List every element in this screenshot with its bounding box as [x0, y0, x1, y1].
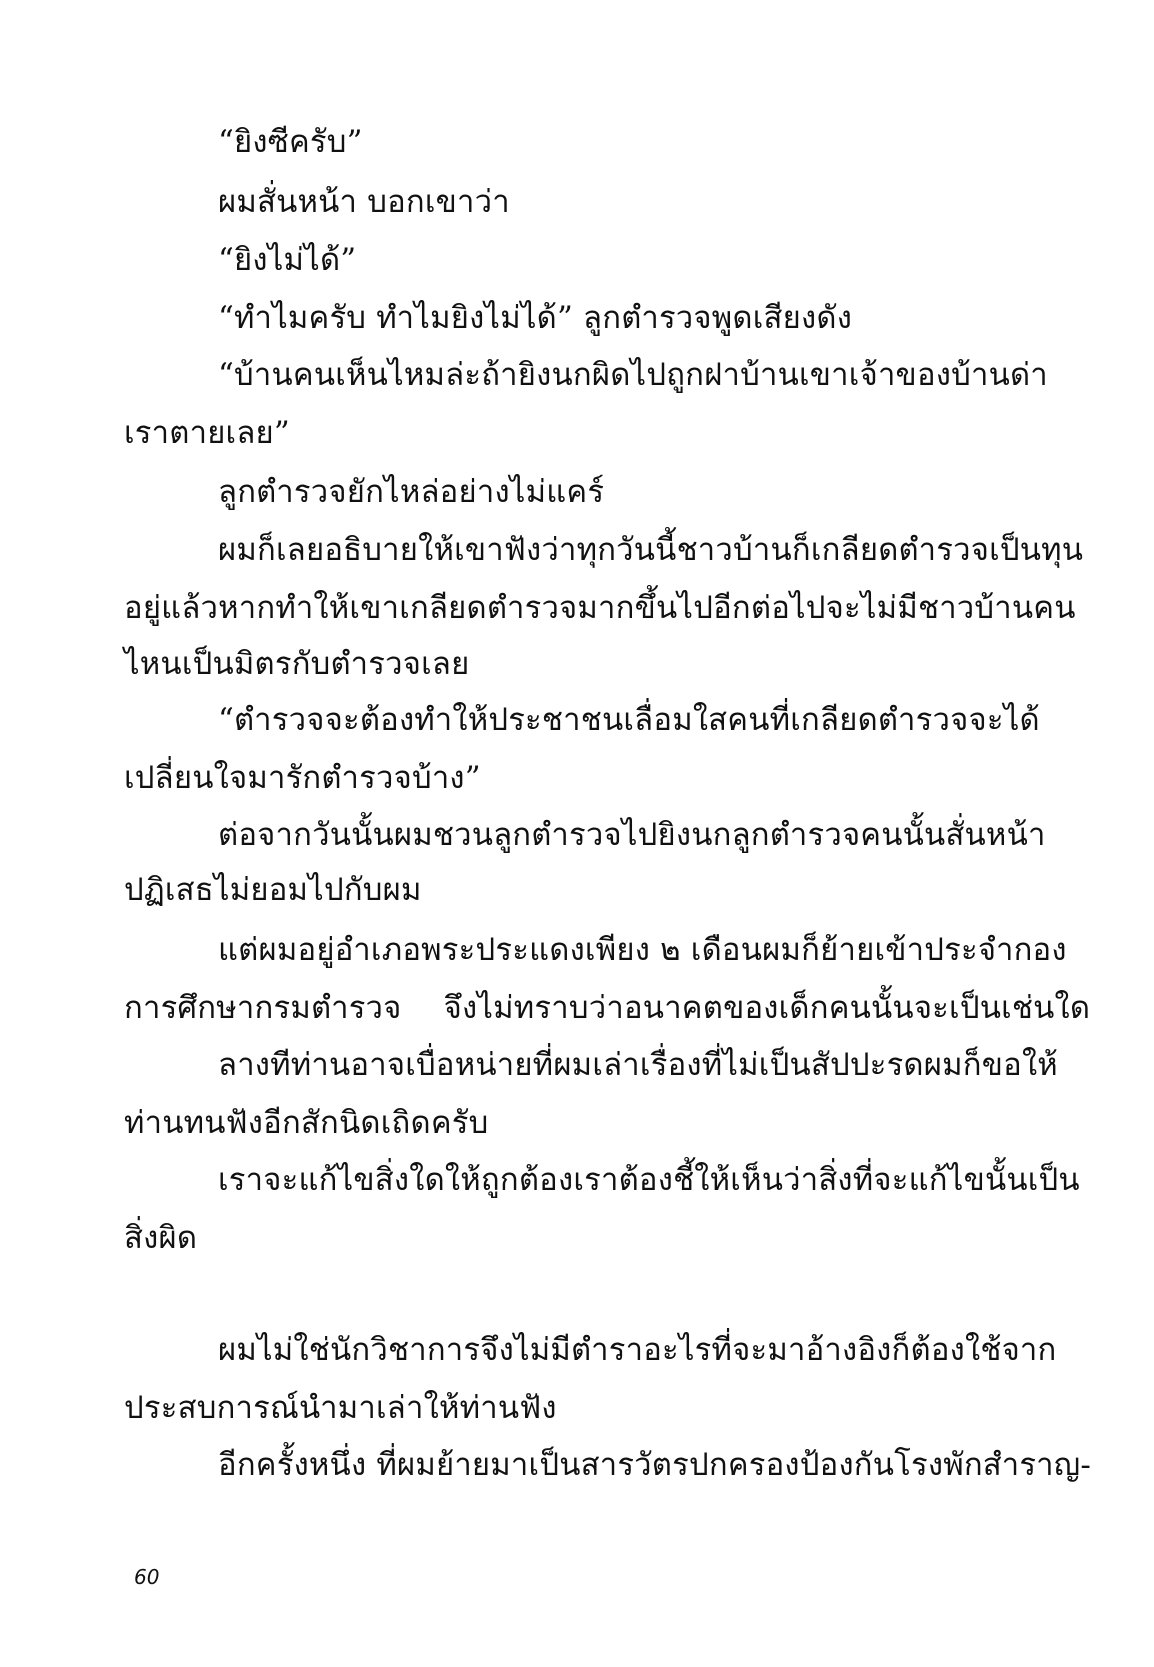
paragraph-line [218, 1160, 1080, 1200]
text-span: แต่ผมอยู่อำเภอพระประแดงเพียง ๒ เดือน [218, 932, 763, 968]
text-span: ผมก็ขอให้ [923, 1047, 1058, 1083]
paragraph-line [124, 1103, 489, 1143]
paragraph-line [124, 413, 290, 453]
text-span: ลางทีท่านอาจเบื่อหน่ายที่ผมเล่าเรื่องที่ไม่เป็นสัปปะรด [218, 1047, 924, 1083]
text-span: ต่อจากวันนั้น [218, 817, 394, 853]
paragraph-line [218, 1045, 1058, 1085]
paragraph-line [124, 758, 481, 798]
text-span: ผมชวนลูกตำรวจไปยิงนก [393, 817, 732, 853]
text-span: “บ้านคนเห็นไหมล่ะ [218, 357, 482, 393]
page-number: 60 [134, 1565, 160, 1589]
text-span: เปลี่ยนใจมารักตำรวจบ้าง” [124, 760, 481, 796]
text-span: ผมก็เลยอธิบายให้เขาฟังว่า [218, 532, 577, 568]
paragraph-line [218, 355, 1048, 395]
text-span: เราจะแก้ไขสิ่งใดให้ถูกต้อง [218, 1162, 574, 1198]
paragraph-line [218, 1330, 1057, 1370]
text-span: “ยิงซีครับ” [218, 124, 363, 160]
text-span: ทุกวันนี้ชาวบ้านก็เกลียดตำรวจเป็นทุน [576, 532, 1084, 568]
paragraph-line [218, 700, 1040, 740]
text-span: ลูกตำรวจยักไหล่อย่างไม่แคร์ [218, 474, 605, 510]
paragraph-line [218, 530, 1084, 570]
text-span: ลูกตำรวจคนนั้นสั่นหน้า [731, 817, 1046, 853]
text-span: เจ้าของบ้านด่า [848, 357, 1048, 393]
text-span: ผมสั่นหน้า บอกเขาว่า [218, 184, 510, 220]
text-span: การศึกษากรมตำรวจ [124, 990, 402, 1026]
text-span: ท่านทนฟังอีกสักนิดเถิดครับ [124, 1105, 489, 1141]
text-span: หากทำให้เขาเกลียดตำรวจมากขึ้นไปอีก [218, 590, 751, 626]
text-span: เราตายเลย” [124, 415, 290, 451]
text-span: “ตำรวจจะต้องทำให้ประชาชนเลื่อมใส [218, 702, 728, 738]
text-span: ผมไม่ใช่นักวิชาการจึงไม่มีตำราอะไรที่จะมาอ้างอิง [218, 1332, 892, 1368]
dialogue-line [218, 122, 363, 162]
paragraph-line [124, 988, 1090, 1028]
narration-line [218, 472, 604, 512]
text-span: อีกครั้งหนึ่ง ที่ผมย้ายมาเป็นสารวัตรปกครองป้องกันโรงพักสำราญ- [218, 1447, 1092, 1483]
text-span: จึงไม่ทราบว่าอนาคตของเด็กคนนั้นจะเป็นเช่นใด [443, 990, 1091, 1026]
dialogue-line [218, 298, 852, 338]
text-span: ก็ต้องใช้จาก [891, 1332, 1057, 1368]
text-span: ไหนเป็นมิตรกับตำรวจเลย [124, 646, 470, 682]
text-span: “ทำไมครับ ทำไมยิงไม่ได้” ลูกตำรวจพูดเสียงดัง [218, 300, 853, 336]
text-span: “ยิงไม่ได้” [218, 242, 357, 278]
text-span: ประสบการณ์นำมาเล่าให้ท่านฟัง [124, 1390, 557, 1426]
text-span: สิ่งผิด [124, 1220, 198, 1256]
text-span: ผมก็ย้ายเข้าประจำกอง [762, 932, 1067, 968]
text-span: อยู่แล้ว [124, 590, 219, 626]
text-span: คนที่เกลียดตำรวจจะได้ [727, 702, 1040, 738]
paragraph-line [124, 644, 469, 684]
paragraph-line [124, 588, 1076, 628]
text-span: ถ้ายิงนกผิดไปถูกฝาบ้านเขา [481, 357, 849, 393]
paragraph-line [218, 815, 1046, 855]
text-span: ปฏิเสธไม่ยอมไปกับผม [124, 872, 422, 908]
paragraph-line [218, 930, 1067, 970]
paragraph-line [124, 1218, 197, 1258]
dialogue-line [218, 240, 356, 280]
paragraph-line [124, 1388, 557, 1428]
text-span: เราต้องชี้ให้เห็นว่าสิ่งที่จะแก้ไขนั้นเป็น [573, 1162, 1080, 1198]
text-span: ต่อไปจะไม่มีชาวบ้านคน [750, 590, 1076, 626]
paragraph-line [218, 1445, 1091, 1485]
paragraph-line [124, 870, 422, 910]
narration-line [218, 182, 510, 222]
